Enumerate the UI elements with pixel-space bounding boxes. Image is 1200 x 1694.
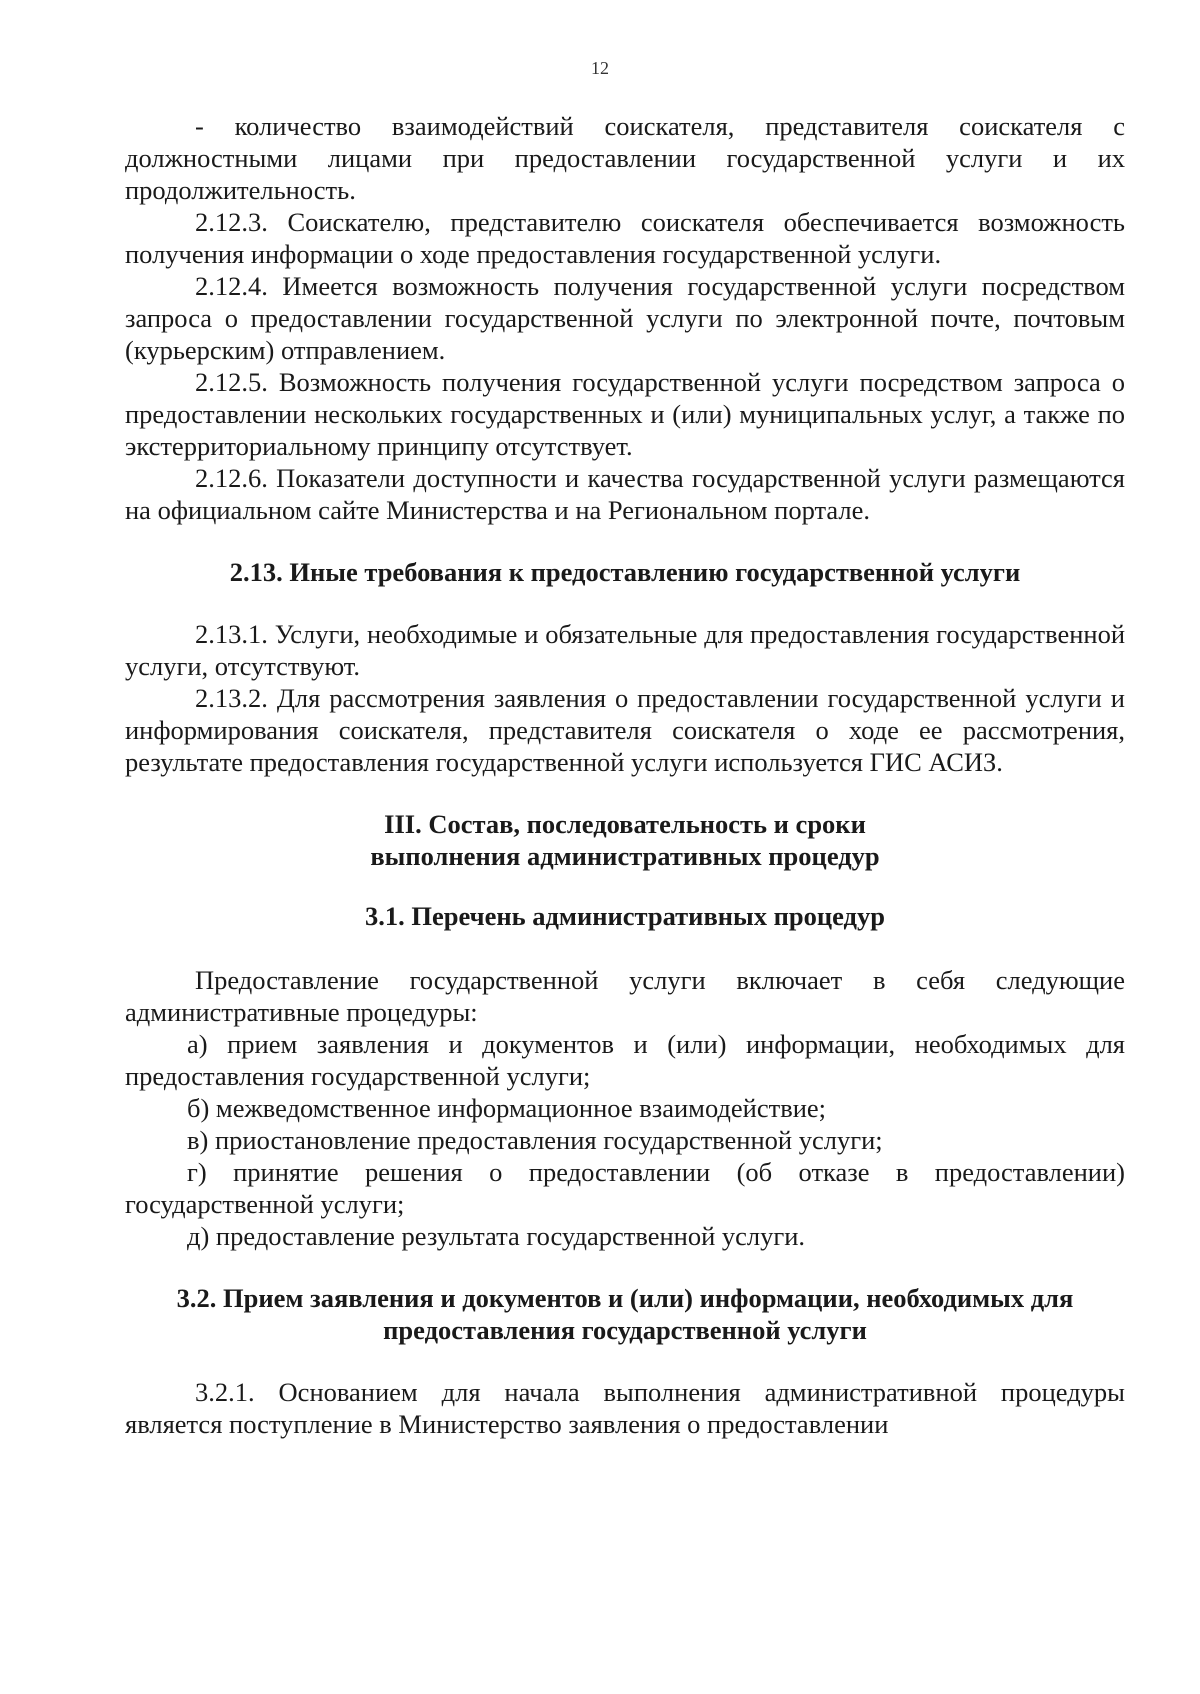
section-heading-2-13: 2.13. Иные требования к предоставлению государственной услуги [229, 557, 1021, 587]
paragraph-2-13-2: 2.13.2. Для рассмотрения заявления о предоставлении государственной услуги и информирования соискателя, представителя соискателя о ходе ее рассмотрения, результате предоставления государственной услуги используется ГИС АСИЗ. [125, 683, 1125, 777]
section-heading-3-1: 3.1. Перечень административных процедур [365, 901, 885, 931]
list-item-d: д) предоставление результата государственной услуги. [187, 1221, 806, 1251]
page-number: 12 [591, 58, 609, 78]
list-item-v: в) приостановление предоставления государственной услуги; [187, 1125, 883, 1155]
paragraph-2-13-1: 2.13.1. Услуги, необходимые и обязательные для предоставления государственной услуги, отсутствуют. [125, 619, 1125, 681]
section-heading-3-2 [125, 1282, 1125, 1346]
paragraph-3-2-1: 3.2.1. Основанием для начала выполнения административной процедуры является поступление в Министерство заявления о предоставлении [125, 1377, 1125, 1439]
list-item-b: б) межведомственное информационное взаимодействие; [187, 1093, 827, 1123]
paragraph-interactions-count: - количество взаимодействий соискателя, представителя соискателя с должностными лицами при предоставлении государственной услуги и их продолжительность. [125, 111, 1125, 205]
section-heading-3-2-line1: 3.2. Прием заявления и документов и (или) информации, необходимых для [176, 1283, 1074, 1313]
paragraph-2-12-3: 2.12.3. Соискателю, представителю соискателя обеспечивается возможность получения информации о ходе предоставления государственной услуги. [125, 207, 1125, 269]
document-body [125, 110, 1125, 1440]
section-heading-III-line1: III. Состав, последовательность и сроки [384, 809, 866, 839]
section-heading-III-line2: выполнения административных процедур [370, 841, 880, 871]
list-item-g: г) принятие решения о предоставлении (об отказе в предоставлении) государственной услуги; [125, 1157, 1125, 1219]
paragraph-2-12-5: 2.12.5. Возможность получения государственной услуги посредством запроса о предоставлении нескольких государственных и (или) муниципальных услуг, а также по экстерриториальному принципу отсутствует. [125, 367, 1125, 461]
paragraph-2-12-6: 2.12.6. Показатели доступности и качества государственной услуги размещаются на официальном сайте Министерства и на Региональном портале. [125, 463, 1125, 525]
section-heading-3-2-line2: предоставления государственной услуги [383, 1315, 867, 1345]
paragraph-3-1-intro: Предоставление государственной услуги включает в себя следующие административные процедуры: [125, 965, 1125, 1027]
section-heading-III [125, 808, 1125, 872]
paragraph-2-12-4: 2.12.4. Имеется возможность получения государственной услуги посредством запроса о предоставлении государственной услуги по электронной почте, почтовым (курьерским) отправлением. [125, 271, 1125, 365]
list-item-a: а) прием заявления и документов и (или) информации, необходимых для предоставления государственной услуги; [125, 1029, 1125, 1091]
